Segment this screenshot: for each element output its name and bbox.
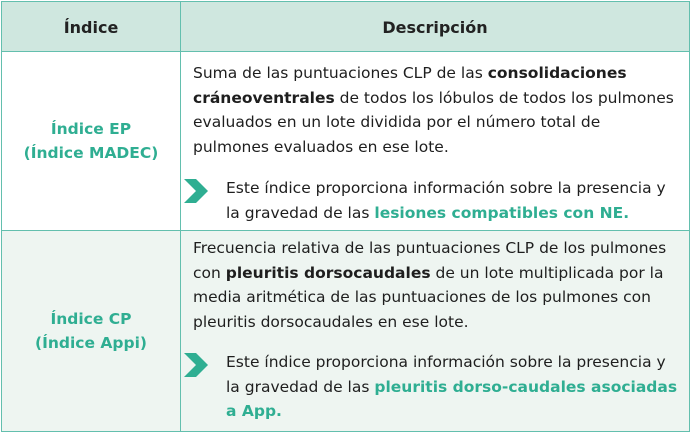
note	[193, 176, 681, 225]
index-cell	[2, 231, 180, 431]
index-alias: (Índice Appi)	[35, 334, 147, 352]
index-cell	[2, 52, 180, 230]
note-text: Este índice proporciona información sobre la presencia y la gravedad de las pleuritis dorso-caudales asociadas a App.	[226, 353, 678, 420]
table-row	[2, 231, 689, 431]
index-name: Índice EP	[50, 120, 132, 138]
note-highlight: pleuritis dorso-caudales asociadas a App.	[226, 377, 678, 420]
table-header	[2, 2, 689, 52]
description-keyword: pleuritis dorsocaudales	[225, 263, 431, 282]
header-index: Índice	[63, 17, 119, 37]
note-highlight: lesiones compatibles con NE.	[374, 203, 630, 222]
note-text: Este índice proporciona información sobre la presencia y la gravedad de las lesiones compatibles con NE.	[226, 179, 666, 222]
index-name: Índice CP	[50, 310, 132, 328]
index-alias: (Índice MADEC)	[23, 144, 159, 162]
table-row	[2, 52, 689, 231]
description-text: Frecuencia relativa de las puntuaciones CLP de los pulmones con pleuritis dorsocaudales de un lote multiplicada por la media aritmética de las puntuaciones de los pulmones con pleuritis dorsocaudales en ese lote.	[193, 239, 667, 331]
note	[193, 350, 681, 424]
header-description: Descripción	[382, 17, 488, 37]
index-table	[1, 1, 690, 432]
description-keyword: consolidaciones cráneoventrales	[193, 64, 627, 107]
chevron-right-icon	[183, 178, 209, 204]
chevron-right-icon	[183, 352, 209, 378]
description-text: Suma de las puntuaciones CLP de las consolidaciones cráneoventrales de todos los lóbulos de todos los pulmones evaluados en un lote dividida por el número total de pulmones evaluados en ese lote.	[193, 64, 674, 156]
